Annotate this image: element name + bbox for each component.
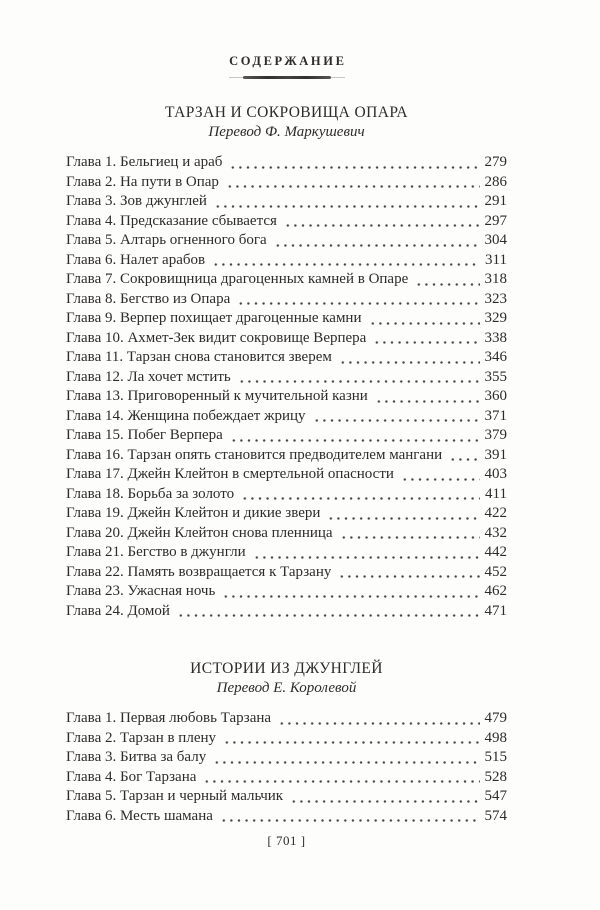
entry-page-number: 371 — [484, 407, 507, 424]
dot-leader — [313, 407, 480, 427]
entry-label: Глава 23. Ужасная ночь — [66, 583, 216, 599]
toc-entry — [66, 807, 507, 827]
entry-page-number: 286 — [484, 173, 507, 190]
dot-leader — [213, 748, 479, 768]
entry-page-number: 411 — [485, 485, 507, 502]
toc-entry — [66, 729, 507, 749]
entry-page-number: 318 — [484, 271, 507, 287]
entry-label: Глава 1. Бельгиец и араб — [66, 154, 223, 170]
entry-label: Глава 12. Ла хочет мстить — [66, 368, 231, 385]
entry-label: Глава 2. На пути в Опар — [66, 173, 219, 190]
entry-page-number: 323 — [484, 290, 507, 307]
entry-page-number: 452 — [484, 563, 507, 580]
dot-leader — [220, 807, 480, 827]
entry-label: Глава 22. Память возвращается к Тарзану — [66, 563, 332, 580]
dot-leader — [214, 192, 480, 212]
entry-page-number: 515 — [484, 749, 507, 765]
entry-label: Глава 5. Алтарь огненного бога — [66, 232, 267, 248]
entry-label: Глава 19. Джейн Клейтон и дикие звери — [66, 505, 321, 521]
section-title: ТАРЗАН И СОКРОВИЩА ОПАРА — [165, 104, 408, 121]
section-subtitle: Перевод Е. Королевой — [216, 680, 357, 696]
entry-label: Глава 10. Ахмет-Зек видит сокровище Верпера — [66, 329, 367, 346]
entry-page-number: 346 — [484, 349, 507, 365]
dot-leader — [373, 329, 479, 349]
toc-entry — [66, 485, 507, 505]
entry-label: Глава 9. Верпер похищает драгоценные камни — [66, 310, 362, 326]
toc-entry — [66, 329, 507, 349]
entry-page-number: 291 — [484, 193, 507, 209]
toc-section — [66, 659, 507, 826]
dot-leader — [274, 231, 480, 251]
entry-label: Глава 21. Бегство в джунгли — [66, 544, 246, 560]
toc-entry — [66, 270, 507, 290]
dot-leader — [238, 368, 480, 388]
toc-entry — [66, 504, 507, 524]
toc-entry — [66, 251, 507, 271]
toc-entry — [66, 212, 507, 232]
entry-page-number: 422 — [484, 505, 507, 521]
toc-entry — [66, 368, 507, 388]
dot-leader — [449, 446, 479, 466]
entry-page-number: 528 — [484, 768, 507, 785]
entry-page-number: 547 — [484, 788, 507, 804]
toc-section — [66, 103, 507, 621]
toc-entry — [66, 231, 507, 251]
toc-entry — [66, 426, 507, 446]
entry-page-number: 304 — [484, 232, 507, 248]
dot-leader — [375, 387, 480, 407]
entry-label: Глава 4. Бог Тарзана — [66, 768, 197, 785]
entry-label: Глава 13. Приговоренный к мучительной казни — [66, 388, 368, 404]
entry-label: Глава 6. Налет арабов — [66, 251, 206, 268]
entry-label: Глава 18. Борьба за золото — [66, 485, 235, 502]
entry-label: Глава 11. Тарзан снова становится зверем — [66, 349, 332, 365]
toc-entry — [66, 768, 507, 788]
toc-entry — [66, 748, 507, 768]
toc-entry — [66, 387, 507, 407]
toc-entry — [66, 465, 507, 485]
entry-page-number: 479 — [484, 710, 507, 726]
entry-label: Глава 3. Битва за балу — [66, 749, 207, 765]
dot-leader — [230, 426, 480, 446]
dot-leader — [339, 348, 480, 368]
entry-label: Глава 24. Домой — [66, 602, 170, 619]
dot-leader — [241, 485, 480, 505]
toc-entry — [66, 563, 507, 583]
entry-label: Глава 2. Тарзан в плену — [66, 729, 216, 746]
toc-entry — [66, 407, 507, 427]
dot-leader — [253, 543, 480, 563]
entry-page-number: 329 — [484, 310, 507, 326]
dot-leader — [338, 563, 479, 583]
dot-leader — [401, 465, 480, 485]
toc-entry — [66, 309, 507, 329]
entry-label: Глава 20. Джейн Клейтон снова пленница — [66, 524, 333, 541]
entry-page-number: 442 — [484, 544, 507, 560]
section-subtitle: Перевод Ф. Маркушевич — [208, 124, 365, 140]
toc-entry — [66, 543, 507, 563]
entry-label: Глава 16. Тарзан опять становится предводителем мангани — [66, 446, 443, 463]
toc-entry — [66, 290, 507, 310]
toc-entry — [66, 153, 507, 173]
entry-page-number: 403 — [484, 466, 507, 482]
entry-label: Глава 8. Бегство из Опара — [66, 290, 231, 307]
entry-page-number: 338 — [484, 329, 507, 346]
entry-label: Глава 4. Предсказание сбывается — [66, 212, 277, 229]
dot-leader — [237, 290, 479, 310]
section-title: ИСТОРИИ ИЗ ДЖУНГЛЕЙ — [190, 660, 383, 677]
entry-label: Глава 7. Сокровищница драгоценных камней в Опаре — [66, 271, 409, 287]
dot-leader — [229, 153, 479, 173]
entry-page-number: 462 — [484, 583, 507, 599]
dot-leader — [290, 787, 479, 807]
toc-entry — [66, 348, 507, 368]
toc-header — [66, 54, 507, 79]
dot-leader — [369, 309, 480, 329]
dot-leader — [284, 212, 480, 232]
dot-leader — [278, 709, 479, 729]
dot-leader — [212, 251, 480, 271]
entry-page-number: 498 — [484, 729, 507, 746]
dot-leader — [177, 602, 480, 622]
toc-entry — [66, 787, 507, 807]
entry-page-number: 574 — [484, 807, 507, 824]
dot-leader — [223, 729, 480, 749]
content-block — [66, 54, 507, 849]
dot-leader — [340, 524, 480, 544]
toc-entry — [66, 524, 507, 544]
toc-list — [66, 153, 507, 621]
entry-label: Глава 14. Женщина побеждает жрицу — [66, 407, 306, 424]
entry-label: Глава 5. Тарзан и черный мальчик — [66, 788, 284, 804]
entry-label: Глава 15. Побег Верпера — [66, 427, 223, 443]
toc-entry — [66, 192, 507, 212]
toc-heading: СОДЕРЖАНИЕ — [229, 54, 347, 68]
entry-page-number: 379 — [484, 427, 507, 443]
entry-page-number: 471 — [484, 602, 507, 619]
header-ornament-rule — [229, 76, 345, 79]
dot-leader — [222, 582, 479, 602]
entry-page-number: 355 — [484, 368, 507, 385]
toc-entry — [66, 709, 507, 729]
dot-leader — [203, 768, 479, 788]
entry-page-number: 297 — [484, 212, 507, 229]
toc-list — [66, 709, 507, 826]
entry-page-number: 391 — [484, 446, 507, 463]
toc-entry — [66, 173, 507, 193]
toc-entry — [66, 582, 507, 602]
entry-label: Глава 6. Месть шамана — [66, 807, 213, 824]
dot-leader — [415, 270, 479, 290]
entry-page-number: 279 — [484, 154, 507, 170]
toc-entry — [66, 602, 507, 622]
entry-label: Глава 17. Джейн Клейтон в смертельной опасности — [66, 466, 394, 482]
entry-page-number: 432 — [484, 524, 507, 541]
entry-page-number: 360 — [484, 388, 507, 404]
folio-page-number: [ 701 ] — [267, 833, 306, 848]
dot-leader — [226, 173, 480, 193]
page-footer — [66, 833, 507, 849]
entry-label: Глава 3. Зов джунглей — [66, 193, 207, 209]
entry-page-number: 311 — [485, 251, 507, 268]
dot-leader — [327, 504, 479, 524]
entry-label: Глава 1. Первая любовь Тарзана — [66, 710, 272, 726]
toc-entry — [66, 446, 507, 466]
sections-container — [66, 103, 507, 826]
